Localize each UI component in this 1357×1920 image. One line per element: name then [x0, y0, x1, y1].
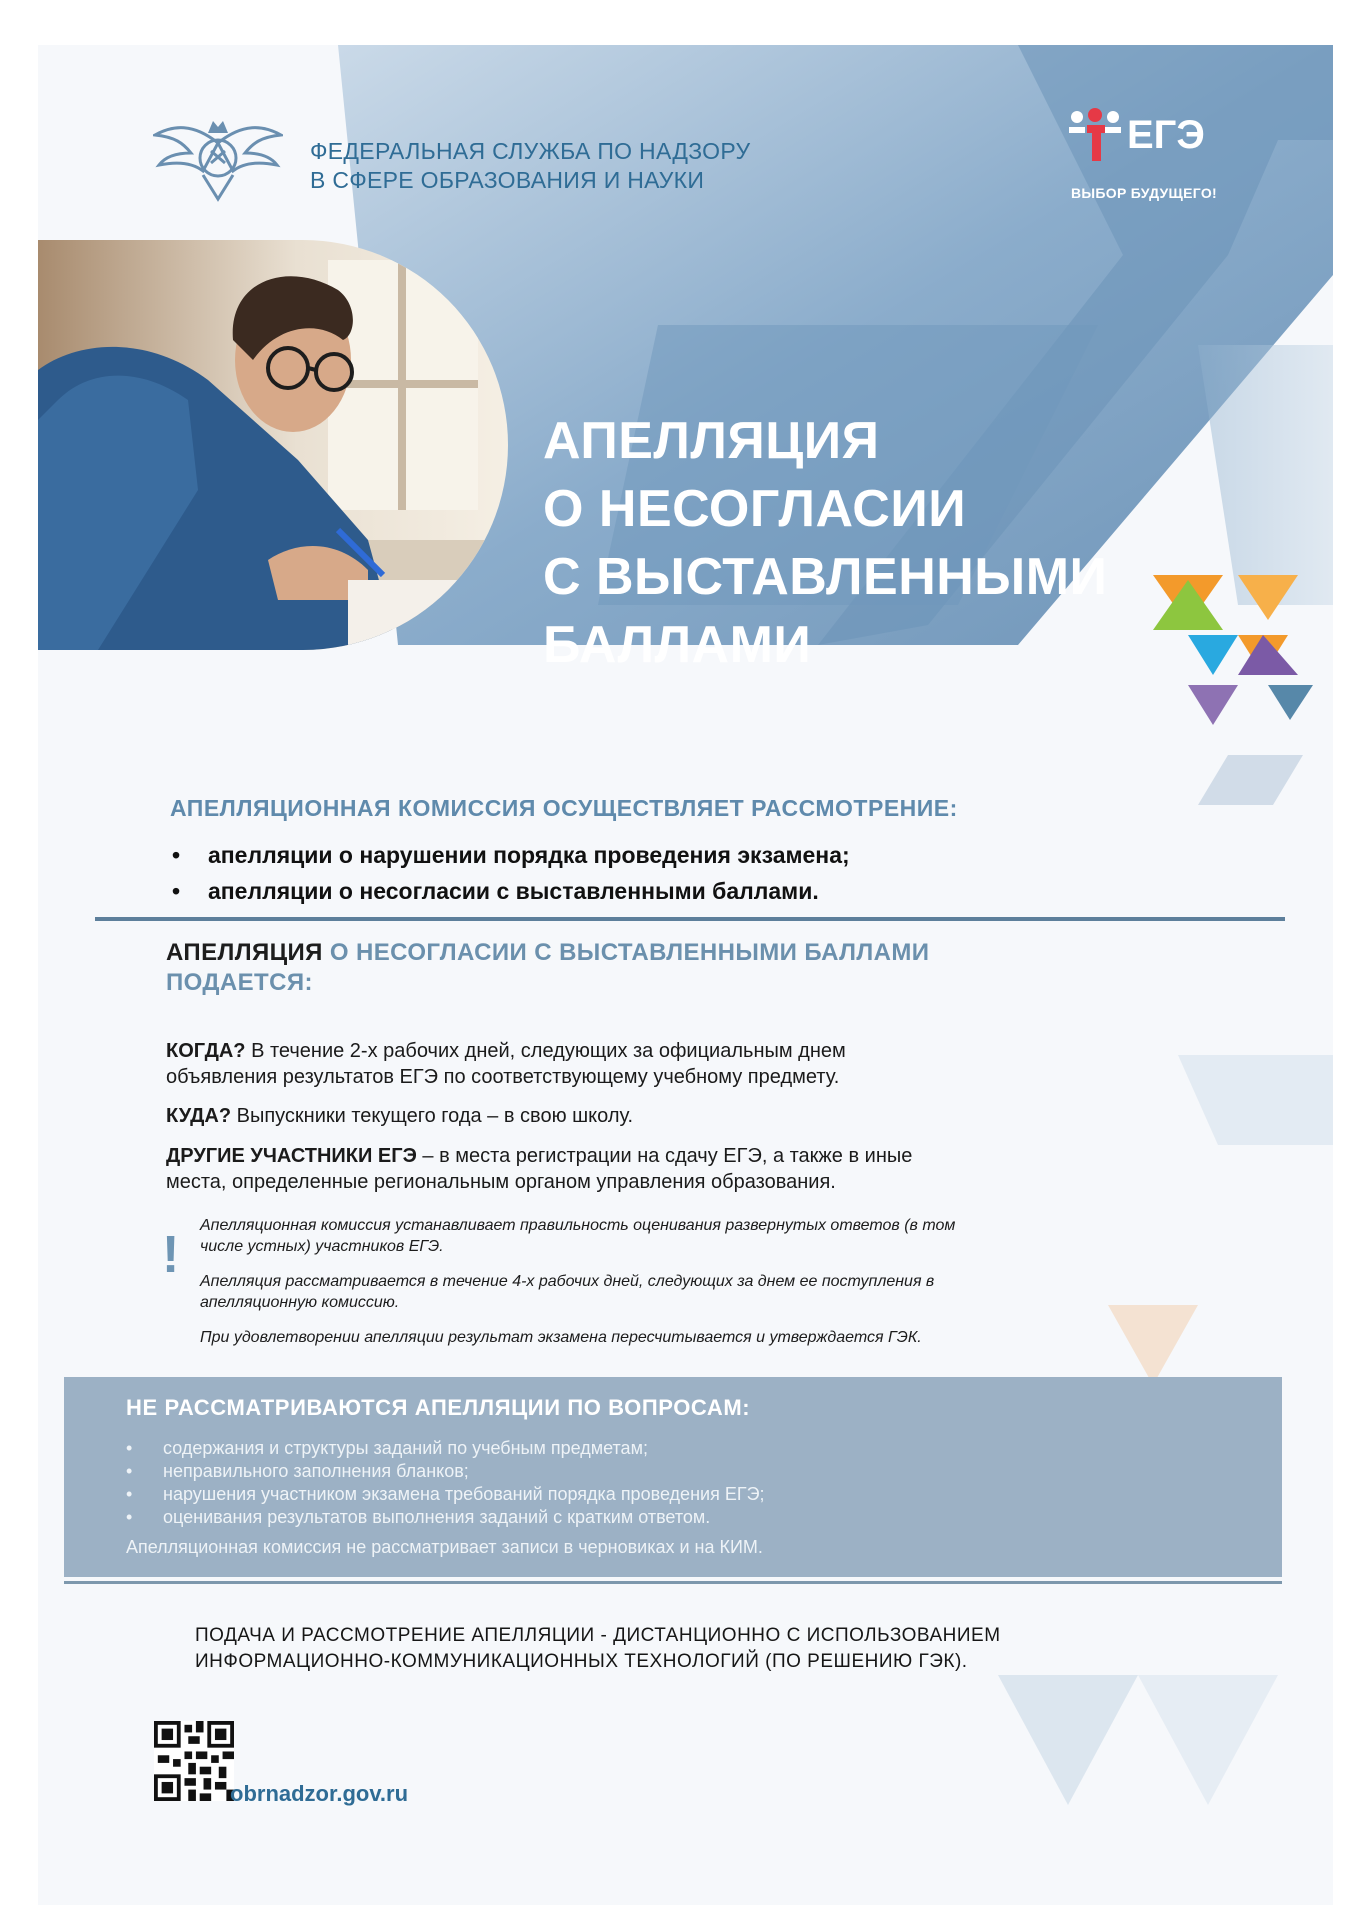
headline-line-4: БАЛЛАМИ	[543, 616, 812, 674]
student-writing-photo-icon	[38, 240, 508, 650]
qr-code-icon	[154, 1721, 234, 1801]
note-2	[200, 1271, 934, 1313]
student-photo	[38, 240, 508, 650]
emblem-icon	[153, 113, 283, 203]
divider	[95, 917, 1285, 921]
poster	[38, 45, 1333, 1905]
note-1-line-2: числе устных) участников ЕГЭ.	[200, 1238, 444, 1255]
panel-title: НЕ РАССМАТРИВАЮТСЯ АПЕЛЛЯЦИИ ПО ВОПРОСАМ:	[126, 1395, 751, 1420]
others-paragraph	[166, 1143, 912, 1195]
panel-note: Апелляционная комиссия не рассматривает записи в черновиках и на КИМ.	[126, 1537, 763, 1557]
others-text-1: – в места регистрации на сдачу ЕГЭ, а также в иные	[416, 1145, 913, 1167]
section2-title-part2: О НЕСОГЛАСИИ С ВЫСТАВЛЕННЫМИ БАЛЛАМИ	[322, 939, 930, 966]
when-paragraph	[166, 1038, 846, 1090]
note-3	[200, 1327, 922, 1348]
list-item: • оценивания результатов выполнения заданий с кратким ответом.	[126, 1506, 765, 1529]
note-2-line-2: апелляционную комиссию.	[200, 1294, 400, 1311]
note-1	[200, 1215, 955, 1257]
list-item: • апелляции о нарушении порядка проведения экзамена;	[172, 837, 850, 873]
agency-name	[310, 137, 750, 195]
section2-title-part1: АПЕЛЛЯЦИЯ	[166, 939, 323, 966]
website-link[interactable]: obrnadzor.gov.ru	[230, 1781, 409, 1806]
note-2-line-1: Апелляция рассматривается в течение 4-х рабочих дней, следующих за днем ее поступления в	[200, 1273, 935, 1290]
list-item: • неправильного заполнения бланков;	[126, 1460, 765, 1483]
section1-title: АПЕЛЛЯЦИОННАЯ КОМИССИЯ ОСУЩЕСТВЛЯЕТ РАССМОТРЕНИЕ:	[170, 795, 958, 821]
headline	[543, 407, 1107, 679]
others-text-2: места, определенные региональным органом управления образования.	[166, 1171, 836, 1193]
note-3-line: При удовлетворении апелляции результат экзамена пересчитывается и утверждается ГЭК.	[200, 1329, 922, 1346]
remote-submission-text	[195, 1623, 1001, 1675]
ege-slogan: ВЫБОР БУДУЩЕГО!	[1071, 185, 1217, 201]
note-1-line-1: Апелляционная комиссия устанавливает правильность оценивания развернутых ответов (в том	[200, 1217, 956, 1234]
headline-line-1: АПЕЛЛЯЦИЯ	[543, 412, 880, 470]
where-text: Выпускники текущего года – в свою школу.	[231, 1105, 634, 1127]
agency-line-2: В СФЕРЕ ОБРАЗОВАНИЯ И НАУКИ	[310, 167, 705, 193]
when-text-1: В течение 2-х рабочих дней, следующих за официальным днем	[245, 1040, 846, 1062]
panel-list	[126, 1437, 765, 1529]
list-item: • апелляции о несогласии с выставленными баллами.	[172, 873, 850, 909]
where-label: КУДА?	[166, 1105, 232, 1127]
section1-list	[172, 837, 850, 909]
ege-logo-text: ЕГЭ	[1127, 113, 1205, 157]
when-text-2: объявления результатов ЕГЭ по соответствующему учебному предмету.	[166, 1066, 840, 1088]
divider	[64, 1581, 1282, 1584]
section2-title-part3: ПОДАЕТСЯ:	[166, 969, 313, 996]
when-label: КОГДА?	[166, 1040, 246, 1062]
where-paragraph	[166, 1103, 633, 1129]
list-item: • нарушения участником экзамена требований порядка проведения ЕГЭ;	[126, 1483, 765, 1506]
section2-title	[166, 938, 929, 998]
headline-line-2: О НЕСОГЛАСИИ	[543, 480, 967, 538]
headline-line-3: С ВЫСТАВЛЕННЫМИ	[543, 548, 1108, 606]
exclamation-icon: !	[162, 1226, 180, 1284]
agency-line-1: ФЕДЕРАЛЬНАЯ СЛУЖБА ПО НАДЗОРУ	[310, 138, 751, 164]
others-label: ДРУГИЕ УЧАСТНИКИ ЕГЭ	[166, 1145, 417, 1167]
list-item: • содержания и структуры заданий по учебным предметам;	[126, 1437, 765, 1460]
remote-line-1: ПОДАЧА И РАССМОТРЕНИЕ АПЕЛЛЯЦИИ - ДИСТАНЦИОННО С ИСПОЛЬЗОВАНИЕМ	[195, 1625, 1001, 1646]
remote-line-2: ИНФОРМАЦИОННО-КОММУНИКАЦИОННЫХ ТЕХНОЛОГИЙ (ПО РЕШЕНИЮ ГЭК).	[195, 1651, 968, 1672]
